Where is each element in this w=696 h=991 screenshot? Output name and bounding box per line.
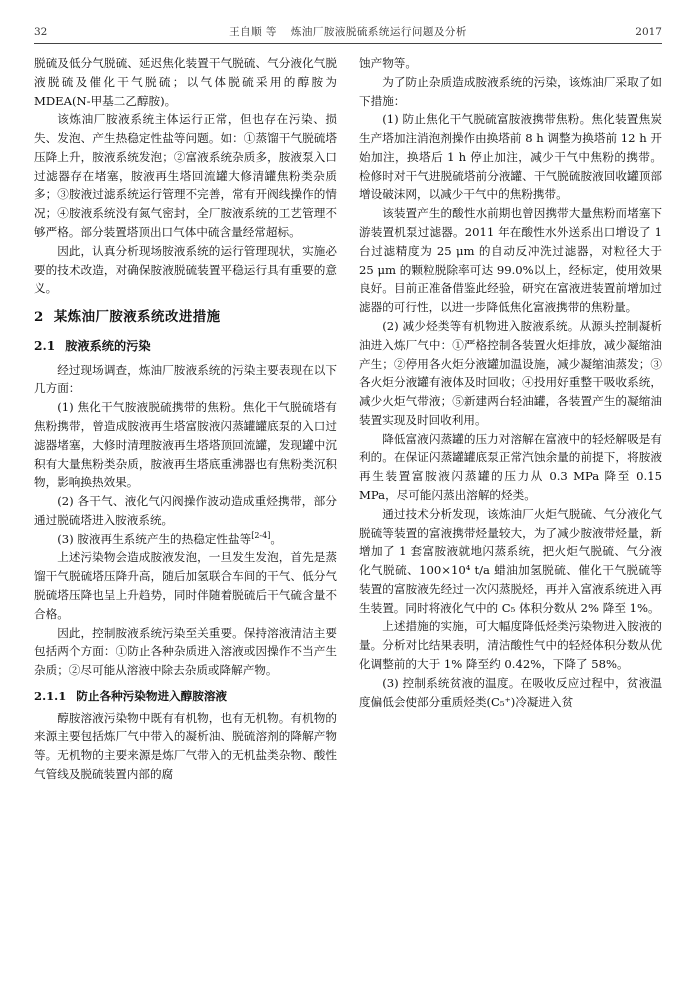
header-title-block	[64, 24, 632, 39]
para-pollution-3-tail: 。	[270, 531, 282, 546]
para-pollution-3	[34, 530, 337, 549]
para-contaminant-sources: 醇胺溶液污染物中既有有机物，也有无机物。有机物的来源主要包括炼厂气中带入的凝析油、脱硫溶剂的降解产物等。无机物的主要来源是炼厂气带入的无机盐类杂物、酸性气管线及脱硫装置内部的腐	[34, 710, 337, 782]
para-operation-status: 该炼油厂胺液系统主体运行正常，但也存在污染、损失、发泡、产生热稳定性盐等问题。如：①蒸馏干气脱硫塔压降上升，胺液系统发泡；②富液系统杂质多，胺液泵入口过滤器存在堵塞，胺液再生塔回流罐大修清罐焦粉类杂质多；③胺液过滤系统运行管理不完善，常有开阀线操作的情况；④胺液系统没有氮气密封，全厂胺液系统的工艺管理不够严格。部分装置塔顶出口气体中硫含量经常超标。	[34, 112, 337, 240]
section-title-2: 某炼油厂胺液系统改进措施	[53, 309, 221, 326]
para-measures-intro: 为了防止杂质造成胺液系统的污染，该炼油厂采取了如下措施：	[359, 74, 662, 108]
para-tech-analysis: 通过技术分析发现，该炼油厂火炬气脱硫、气分液化气脱硫等装置的富液携带烃量较大，为了减少胺液带烃量，新增加了 1 套富胺液就地闪蒸系统，把火炬气脱硫、气分液化气脱硫、100×10⁴ t/a 蜡油加氢脱硫、催化干气脱硫等装置的富胺液先经过一次闪蒸脱烃，再并入富液系统进入再生装置。同时将液化气中的 C₅ 体积分数从 2% 降至 1%。	[359, 506, 662, 615]
section-number-2: 2	[34, 309, 44, 326]
subsection-number-2-1: 2.1	[34, 338, 56, 353]
right-column	[359, 54, 662, 984]
header-authors: 王自顺 等	[229, 26, 277, 38]
para-pollution-1: (1) 焦化干气胺液脱硫携带的焦粉。焦化干气脱硫塔有焦粉携带，曾造成胺液再生塔富胺液闪蒸罐罐底泵的入口过滤器堵塞，大修时清理胺液再生塔塔顶回流罐，发现罐中沉积有大量焦粉类杂质，胺液再生塔底重沸器也有焦粉类沉积物，影响换热效果。	[34, 400, 337, 490]
para-measure-1: (1) 防止焦化干气脱硫富胺液携带焦粉。焦化装置焦炭生产塔加注消泡剂操作由换塔前 8 h 调整为换塔前 12 h 开始加注，换塔后 1 h 停止加注，减少干气中焦粉的携带。检修时对干气进脱硫塔前分液罐、干气脱硫胺液回收罐顶部增设破沫网，以减少干气中的焦粉携带。	[359, 112, 662, 202]
para-continued-1: 脱硫及低分气脱硫、延迟焦化装置干气脱硫、气分液化气脱液脱硫及催化干气脱硫；以气体脱硫采用的醇胺为 MDEA(N-甲基二乙醇胺)。	[34, 56, 337, 108]
subsection-title-2-1: 胺液系统的污染	[65, 338, 151, 353]
para-foaming: 上述污染物会造成胺液发泡，一旦发生发泡，首先是蒸馏干气脱硫塔压降升高，随后加氢联合车间的干气、低分气脱硫塔压降也呈上升趋势，同时伴随着脱硫后干气硫含量不合格。	[34, 550, 337, 621]
header-page-number-left: 32	[34, 26, 48, 38]
subsection-heading-2-1-1	[34, 687, 337, 706]
para-measure-3: (3) 控制系统贫液的温度。在吸收反应过程中，贫液温度偏低会使部分重质烃类(C₅⁺)冷凝进入贫	[359, 675, 662, 709]
subsection-heading-2-1	[34, 337, 337, 357]
header-article-title: 炼油厂胺液脱硫系统运行问题及分析	[290, 26, 467, 38]
header-page-number-right: 2017	[635, 26, 662, 38]
para-measure-2: (2) 减少烃类等有机物进入胺液系统。从源头控制凝析油进入炼厂气中：①严格控制各装置火炬排放，减少凝缩油产生；②停用各火炬分液罐加温设施，减少凝缩油蒸发；③各火炬分液罐有液体及时回收；④投用好重整干吸收系统，减少火炬气带液；⑤新建两台轻油罐，各装置产生的凝缩油装置实现及时回收利用。	[359, 318, 662, 427]
page-header	[34, 24, 662, 44]
subsection-number-2-1-1: 2.1.1	[34, 688, 67, 703]
left-column	[34, 54, 337, 984]
para-pressure-reduce: 降低富液闪蒸罐的压力对溶解在富液中的轻烃解吸是有利的。在保证闪蒸罐罐底泵正常汽蚀余量的前提下，将胺液再生装置富胺液闪蒸罐的压力从 0.3 MPa 降至 0.15 MPa，尽可能闪蒸出溶解的烃类。	[359, 431, 662, 502]
para-significance: 因此，认真分析现场胺液系统的运行管理现状，实施必要的技术改造，对确保胺液脱硫装置平稳运行具有重要的意义。	[34, 243, 337, 296]
para-pollution-2: (2) 各干气、液化气闪阀操作波动造成重烃携带，部分通过脱硫塔进入胺液系统。	[34, 494, 337, 527]
body-columns	[34, 54, 662, 984]
para-pollution-3-text: (3) 胺液再生系统产生的热稳定性盐等	[57, 531, 252, 546]
para-control-key: 因此，控制胺液系统污染至关重要。保持溶液清洁主要包括两个方面：①防止各种杂质进入溶液或因操作不当产生杂质；②尽可能从溶液中除去杂质或降解产物。	[34, 625, 337, 678]
section-heading-2	[34, 307, 337, 329]
reference-citation: [2-4]	[251, 530, 271, 540]
para-filter-upgrade: 该装置产生的酸性水前期也曾因携带大量焦粉而堵塞下游装置机泵过滤器。2011 年在酸性水外送系出口增设了 1 台过滤精度为 25 μm 的自动反冲洗过滤器，对粒径大于 25 μm 的颗粒脱除率可达 99.0%以上，经标定，使用效果良好。目前正准备借鉴此经验，研究在富液进装置前增加过滤器的可行性，以进一步降低焦化富液携带的焦粉量。	[359, 206, 662, 315]
para-results: 上述措施的实施，可大幅度降低烃类污染物进入胺液的量。分析对比结果表明，清洁酸性气中的轻烃体积分数从优化调整前的大于 1% 降至约 0.42%，下降了 58%。	[359, 619, 662, 671]
para-corrosion-products: 蚀产物等。	[359, 56, 417, 70]
para-pollution-intro: 经过现场调查，炼油厂胺液系统的污染主要表现在以下几方面：	[34, 362, 337, 396]
subsection-title-2-1-1: 防止各种污染物进入醇胺溶液	[76, 688, 228, 703]
